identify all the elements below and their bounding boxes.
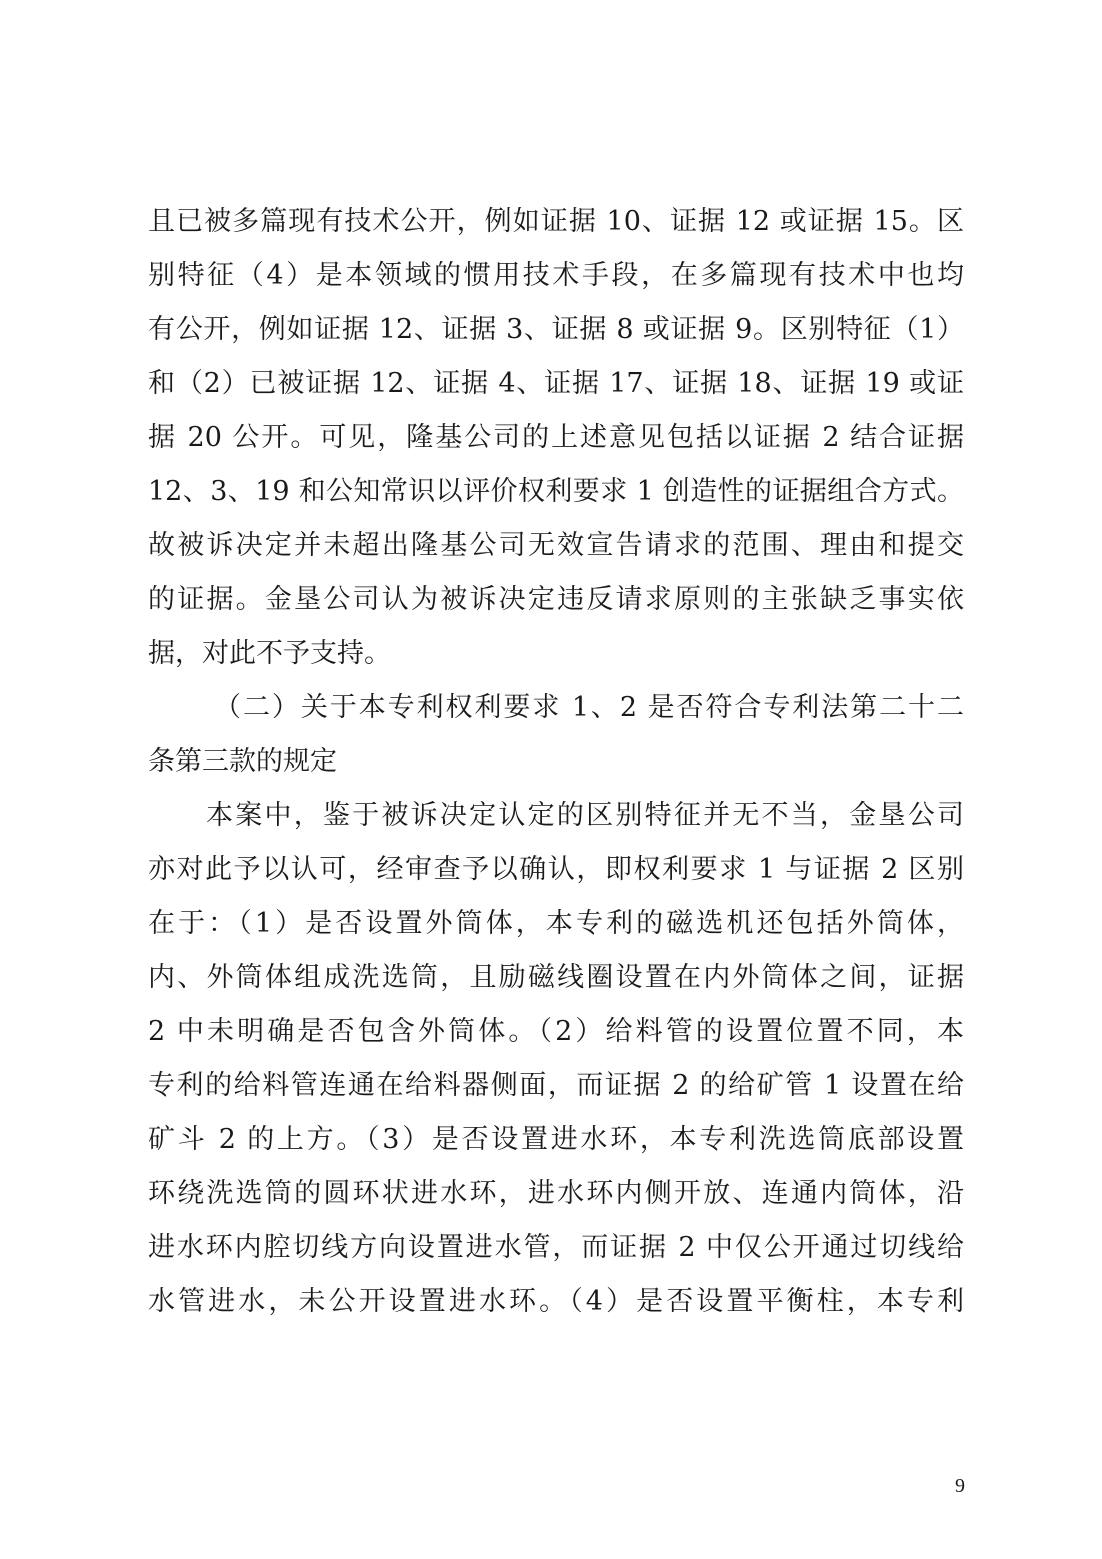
text-line: 的证据。金垦公司认为被诉决定违反请求原则的主张缺乏事实依 [148, 584, 964, 615]
text-line: 有公开，例如证据 12、证据 3、证据 8 或证据 9。区别特征（1） [148, 314, 964, 345]
text-line: 环绕洗选筒的圆环状进水环，进水环内侧开放、连通内筒体，沿 [148, 1178, 964, 1209]
text-line: 故被诉决定并未超出隆基公司无效宣告请求的范围、理由和提交 [148, 530, 964, 561]
text-line: 矿斗 2 的上方。（3）是否设置进水环，本专利洗选筒底部设置 [148, 1124, 964, 1155]
page-number: 9 [955, 1475, 965, 1497]
text-line: 别特征（4）是本领域的惯用技术手段，在多篇现有技术中也均 [148, 260, 964, 291]
text-line: 且已被多篇现有技术公开，例如证据 10、证据 12 或证据 15。区 [148, 206, 964, 237]
text-line: 2 中未明确是否包含外筒体。（2）给料管的设置位置不同，本 [148, 1016, 964, 1047]
section-heading-line: 条第三款的规定 [148, 746, 337, 777]
text-line: 和（2）已被证据 12、证据 4、证据 17、证据 18、证据 19 或证 [148, 368, 964, 399]
text-line: 据 20 公开。可见，隆基公司的上述意见包括以证据 2 结合证据 [148, 422, 964, 453]
text-line: 本案中，鉴于被诉决定认定的区别特征并无不当，金垦公司 [206, 800, 964, 831]
text-line: 据，对此不予支持。 [148, 638, 391, 669]
section-heading-line: （二）关于本专利权利要求 1、2 是否符合专利法第二十二 [214, 692, 964, 723]
text-line: 12、3、19 和公知常识以评价权利要求 1 创造性的证据组合方式。 [148, 476, 964, 507]
text-line: 亦对此予以认可，经审查予以确认，即权利要求 1 与证据 2 区别 [148, 854, 964, 885]
text-line: 在于：（1）是否设置外筒体，本专利的磁选机还包括外筒体， [148, 908, 964, 939]
text-line: 内、外筒体组成洗选筒，且励磁线圈设置在内外筒体之间，证据 [148, 962, 964, 993]
text-line: 进水环内腔切线方向设置进水管，而证据 2 中仅公开通过切线给 [148, 1232, 964, 1263]
text-line: 专利的给料管连通在给料器侧面，而证据 2 的给矿管 1 设置在给 [148, 1070, 964, 1101]
text-line: 水管进水，未公开设置进水环。（4）是否设置平衡柱，本专利 [148, 1286, 964, 1317]
